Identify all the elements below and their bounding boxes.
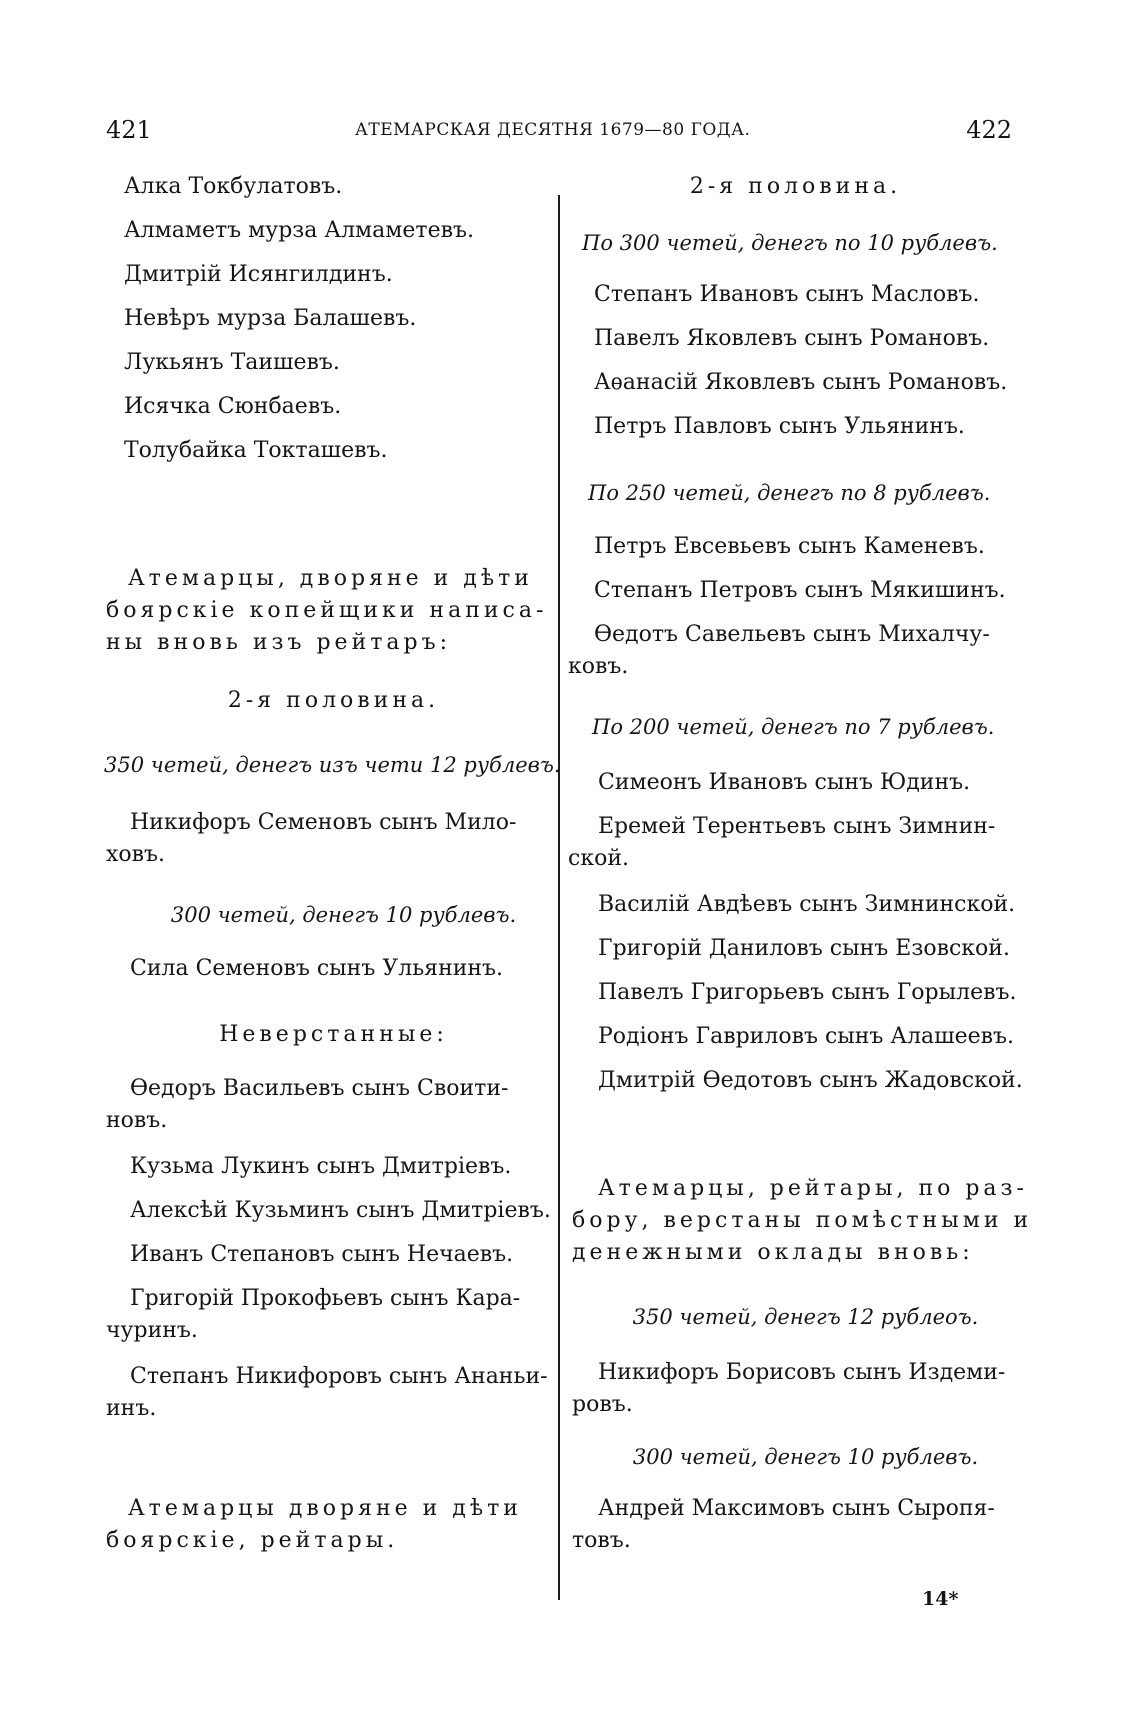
list-item: Толубайка Токташевъ.: [124, 438, 388, 463]
list-item: Аѳанасій Яковлевъ сынъ Романовъ.: [594, 370, 1008, 395]
page-number-left: 421: [106, 116, 152, 144]
list-item-continuation: новъ.: [106, 1108, 168, 1133]
list-item: Лукьянъ Таишевъ.: [124, 350, 340, 375]
list-item: Исячка Сюнбаевъ.: [124, 394, 342, 419]
list-item-continuation: ковъ.: [568, 654, 629, 679]
page-header: [0, 112, 1140, 152]
list-item: Павелъ Яковлевъ сынъ Романовъ.: [594, 326, 990, 351]
section-heading-line: денежными оклады вновь:: [572, 1240, 974, 1265]
list-item: Степанъ Петровъ сынъ Мякишинъ.: [594, 578, 1006, 603]
half-heading: 2-я половина.: [227, 688, 440, 713]
list-item: Василій Авдѣевъ сынъ Зимнинской.: [598, 892, 1016, 917]
list-item: Павелъ Григорьевъ сынъ Горылевъ.: [598, 980, 1017, 1005]
list-item: Ѳедотъ Савельевъ сынъ Михалчу-: [594, 622, 990, 647]
list-item: Алмаметъ мурза Алмаметевъ.: [124, 218, 474, 243]
rate-heading: По 200 четей, денегъ по 7 рублевъ.: [592, 715, 995, 739]
rate-heading: По 250 четей, денегъ по 8 рублевъ.: [588, 481, 991, 505]
signature-mark: 14*: [922, 1588, 959, 1610]
list-item-continuation: инъ.: [106, 1396, 157, 1421]
list-item: Петръ Павловъ сынъ Ульянинъ.: [594, 414, 965, 439]
list-item: Ѳедоръ Васильевъ сынъ Своити-: [130, 1076, 509, 1101]
list-item: Алка Токбулатовъ.: [124, 174, 343, 199]
list-item: Родіонъ Гавриловъ сынъ Алашеевъ.: [598, 1024, 1015, 1049]
half-heading: 2-я половина.: [689, 174, 902, 199]
section-heading-line: Атемарцы, дворяне и дѣти: [128, 566, 533, 591]
section-heading-line: Атемарцы дворяне и дѣти: [128, 1496, 522, 1521]
section-heading-line: ны вновь изъ рейтаръ:: [106, 630, 452, 655]
list-item: Никифоръ Борисовъ сынъ Издеми-: [598, 1360, 1006, 1385]
running-title: АТЕМАРСКАЯ ДЕСЯТНЯ 1679—80 ГОДА.: [355, 120, 751, 140]
list-item: Невѣръ мурза Балашевъ.: [124, 306, 417, 331]
list-item: Алексѣй Кузьминъ сынъ Дмитріевъ.: [130, 1198, 551, 1223]
list-item: Дмитрій Исянгилдинъ.: [124, 262, 393, 287]
list-item-continuation: ховъ.: [106, 842, 166, 867]
list-item: Никифоръ Семеновъ сынъ Мило-: [130, 810, 517, 835]
list-item: Иванъ Степановъ сынъ Нечаевъ.: [130, 1242, 514, 1267]
column-divider: [558, 195, 560, 1600]
section-heading-line: боярскіе копейщики написа-: [106, 598, 548, 623]
rate-heading: 350 четей, денегъ изъ чети 12 рублевъ.: [104, 753, 561, 777]
list-item: Степанъ Никифоровъ сынъ Ананьи-: [130, 1364, 548, 1389]
rate-heading: 300 четей, денегъ 10 рублевъ.: [632, 1445, 979, 1469]
section-heading-line: Атемарцы, рейтары, по раз-: [598, 1176, 1028, 1201]
section-heading: Неверстанные:: [219, 1022, 448, 1047]
list-item: Григорій Даниловъ сынъ Езовской.: [598, 936, 1010, 961]
list-item-continuation: ской.: [568, 846, 629, 871]
page-number-right: 422: [966, 116, 1012, 144]
list-item-continuation: чуринъ.: [106, 1318, 198, 1343]
list-item-continuation: ровъ.: [572, 1392, 633, 1417]
list-item: Сила Семеновъ сынъ Ульянинъ.: [130, 956, 504, 981]
rate-heading: 350 четей, денегъ 12 рублеоъ.: [632, 1305, 979, 1329]
list-item: Дмитрій Ѳедотовъ сынъ Жадовской.: [598, 1068, 1023, 1093]
rate-heading: По 300 четей, денегъ по 10 рублевъ.: [582, 231, 998, 255]
list-item: Еремей Терентьевъ сынъ Зимнин-: [598, 814, 996, 839]
list-item-continuation: товъ.: [572, 1528, 631, 1553]
list-item: Симеонъ Ивановъ сынъ Юдинъ.: [598, 770, 971, 795]
rate-heading: 300 четей, денегъ 10 рублевъ.: [170, 903, 517, 927]
list-item: Степанъ Ивановъ сынъ Масловъ.: [594, 282, 980, 307]
list-item: Кузьма Лукинъ сынъ Дмитріевъ.: [130, 1154, 512, 1179]
list-item: Андрей Максимовъ сынъ Сыропя-: [598, 1496, 995, 1521]
section-heading-line: бору, верстаны помѣстными и: [572, 1208, 1033, 1233]
section-heading-line: боярскіе, рейтары.: [106, 1528, 399, 1553]
list-item: Григорій Прокофьевъ сынъ Кара-: [130, 1286, 521, 1311]
list-item: Петръ Евсевьевъ сынъ Каменевъ.: [594, 534, 985, 559]
